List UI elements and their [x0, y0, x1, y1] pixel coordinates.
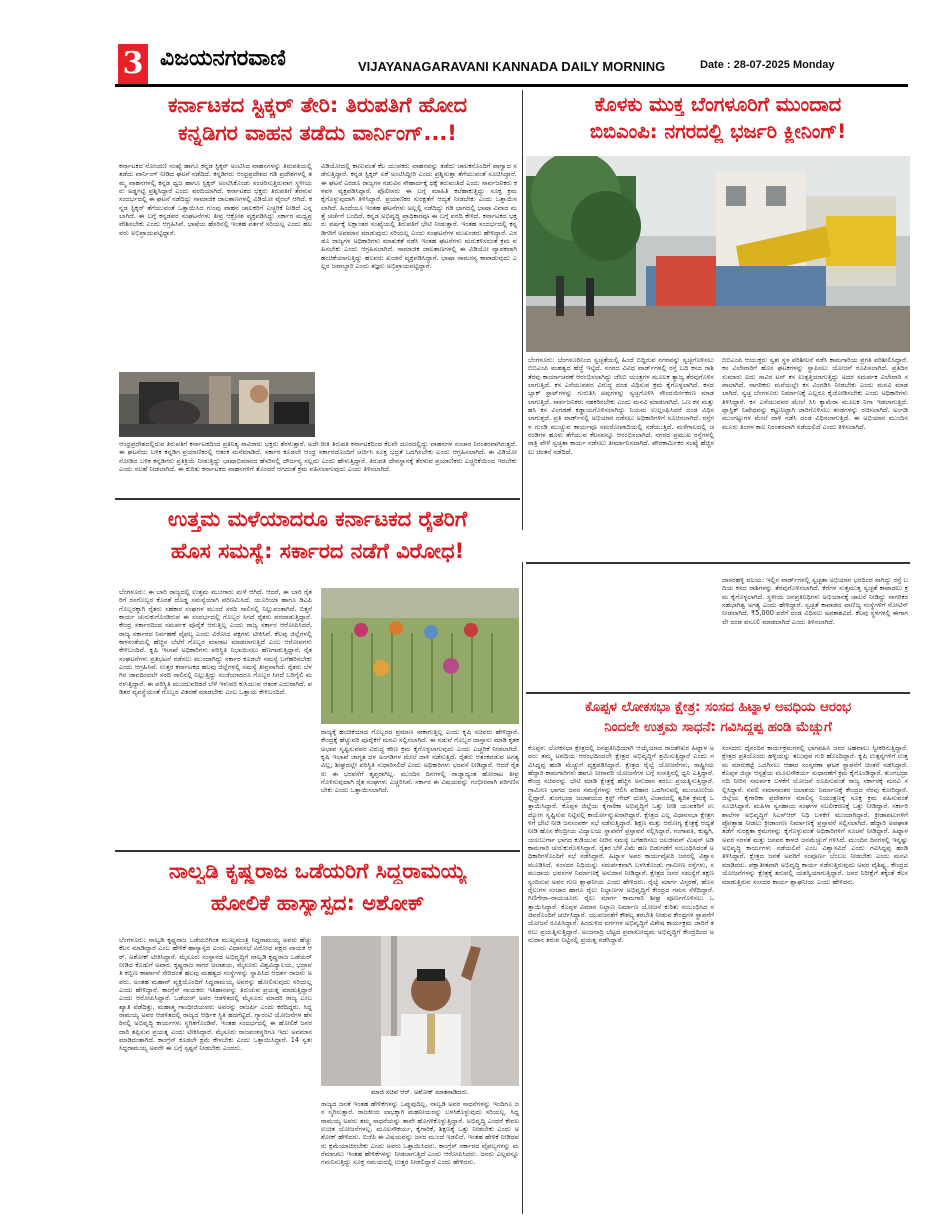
farmers-headline-2: ಹೊಸ ಸಮಸ್ಯೆ: ಸರ್ಕಾರದ ನಡೆಗೆ ವಿರೋಧ! — [170, 540, 465, 563]
koppal-body-col-1: ಕೊಪ್ಪಳ: ಲೋಕಸಭಾ ಕ್ಷೇತ್ರದಲ್ಲಿ ಜನಪ್ರತಿನಿಧಿಯಾಗಿ ಆಯ್ಕೆಯಾದ ರಾಜಶೇಖರ ಹಿಟ್ನಾಳ ಅವರು ತಮ್ಮ ಅವಧಿಯ ಆರಂಭದಿಂದಲೇ ಕ್ಷೇತ್ರದ ಅಭಿವೃದ್ಧಿಗೆ ಶ್ರಮಿಸುತ್ತಿದ್ದಾರೆ ಎಂದು ಗವಿಸಿದ್ದಪ್ಪ ಹಂಡಿ ಮೆಚ್ಚುಗೆ ವ್ಯಕ್ತಪಡಿಸಿದ್ದಾರೆ. ಕ್ಷೇತ್ರದ ರೈಲ್ವೆ ಯೋಜನೆಗಳು, ರಾಷ್ಟ್ರೀಯ ಹೆದ್ದಾರಿ ಕಾಮಗಾರಿಗಳು ಹಾಗೂ ನೀರಾವರಿ ಯೋಜನೆಗಳ ಬಗ್ಗೆ ಸಂಸತ್ತಿನಲ್ಲಿ ಧ್ವನಿ ಎತ್ತಿದ್ದಾರೆ. ಕೇಂದ್ರ ಸಚಿವರನ್ನು ಭೇಟಿ ಮಾಡಿ ಕ್ಷೇತ್ರಕ್ಕೆ ಹೆಚ್ಚಿನ ಅನುದಾನ ತರಲು ಪ್ರಯತ್ನಿಸುತ್ತಿದ್ದಾರೆ. ಗ್ರಾಮೀಣ ಭಾಗದ ಜನರ ಸಮಸ್ಯೆಗಳನ್ನು ಆಲಿಸಿ ಪರಿಹಾರ ಒದಗಿಸುವಲ್ಲಿ ಮುಂಚೂಣಿಯಲ್ಲಿದ್ದಾರೆ. ತುಂಗಭದ್ರಾ ಜಲಾಶಯದ ಕ್ರಸ್ಟ್ ಗೇಟ್ ದುರಸ್ತಿ ವಿಚಾರದಲ್ಲಿ ತ್ವರಿತ ಕ್ರಮಕ್ಕೆ ಒತ್ತಾಯಿಸಿದ್ದಾರೆ. ಕೊಪ್ಪಳ ಜಿಲ್ಲೆಯ ಕೈಗಾರಿಕಾ ಅಭಿವೃದ್ಧಿಗೆ ಒತ್ತು ನೀಡಿ ಯುವಕರಿಗೆ ಉದ್ಯೋಗ ಸೃಷ್ಟಿಸುವ ನಿಟ್ಟಿನಲ್ಲಿ ಕಾರ್ಯೋನ್ಮುಖರಾಗಿದ್ದಾರೆ. ಕ್ಷೇತ್ರದ ಎಲ್ಲ ವಿಧಾನಸಭಾ ಕ್ಷೇತ್ರಗಳಿಗೆ ಭೇಟಿ ನೀಡಿ ಜನಸಂಪರ್ಕ ಸಭೆ ನಡೆಸುತ್ತಿದ್ದಾರೆ. ಶಿಕ್ಷಣ ಮತ್ತು ಆರೋಗ್ಯ ಕ್ಷೇತ್ರಕ್ಕೆ ಆದ್ಯತೆ ನೀಡಿ ಹೊಸ ಕೇಂದ್ರೀಯ ವಿದ್ಯಾಲಯ ಸ್ಥಾಪನೆಗೆ ಪ್ರಸ್ತಾವನೆ ಸಲ್ಲಿಸಿದ್ದಾರೆ. ಗಂಗಾವತಿ, ಕುಷ್ಟಗಿ, ಯಲಬುರ್ಗಾ ಭಾಗದ ಕುಡಿಯುವ ನೀರಿನ ಸಮಸ್ಯೆ ಬಗೆಹರಿಸಲು ಜಲಜೀವನ್ ಮಿಷನ್ ಅಡಿ ಕಾಮಗಾರಿ ಚುರುಕುಗೊಳಿಸಿದ್ದಾರೆ. ರೈತರ ಬೆಳೆ ವಿಮೆ ಹಣ ಬಿಡುಗಡೆಗೆ ಸಂಬಂಧಿಸಿದಂತೆ ಅಧಿಕಾರಿಗಳೊಂದಿಗೆ ಸಭೆ ನಡೆಸಿದ್ದಾರೆ. ಹಿಟ್ನಾಳ ಅವರ ಕಾರ್ಯವೈಖರಿ ಜನರಲ್ಲಿ ವಿಶ್ವಾಸ ಮೂಡಿಸಿದೆ. ಸಂಸದರ ನಿಧಿಯನ್ನು ಸಮರ್ಪಕವಾಗಿ ಬಳಸಿಕೊಂಡು ಗ್ರಾಮೀಣ ರಸ್ತೆಗಳು, ಸಮುದಾಯ ಭವನಗಳ ನಿರ್ಮಾಣಕ್ಕೆ ಅನುದಾನ ನೀಡಿದ್ದಾರೆ. ಕ್ಷೇತ್ರದ ಜನರ ಸಮಸ್ಯೆಗೆ ತಕ್ಷಣ ಸ್ಪಂದಿಸುವ ಅವರ ಗುಣ ಶ್ಲಾಘನೀಯ ಎಂದು ಹೇಳಿದರು. ರೈಲ್ವೆ ಮಾರ್ಗ ವಿಸ್ತರಣೆ, ಹೊಸ ರೈಲುಗಳ ಸಂಚಾರ ಹಾಗೂ ರೈಲು ನಿಲ್ದಾಣಗಳ ಅಭಿವೃದ್ಧಿಗೆ ಕೇಂದ್ರದ ಗಮನ ಸೆಳೆದಿದ್ದಾರೆ. ಗಿಣಿಗೇರಾ–ರಾಯಚೂರು ರೈಲು ಮಾರ್ಗ ಕಾಮಗಾರಿ ಶೀಘ್ರ ಪೂರ್ಣಗೊಳಿಸಲು ಒತ್ತಾಯಿಸಿದ್ದಾರೆ. ಕೊಪ್ಪಳ ವಿಮಾನ ನಿಲ್ದಾಣ ನಿರ್ಮಾಣ ಯೋಜನೆ ಕುರಿತು ಸಂಬಂಧಿಸಿದ ಸಚಿವರೊಂದಿಗೆ ಚರ್ಚಿಸಿದ್ದಾರೆ. ಯುವಜನತೆಗೆ ಕೌಶಲ್ಯ ತರಬೇತಿ ನೀಡುವ ಕೇಂದ್ರಗಳ ಸ್ಥಾಪನೆಗೆ ಯೋಜನೆ ರೂಪಿಸಿದ್ದಾರೆ. ಹಿಂದುಳಿದ ವರ್ಗಗಳ ಅಭಿವೃದ್ಧಿಗೆ ವಿಶೇಷ ಕಾರ್ಯಕ್ರಮ ಜಾರಿಗೆ ತರಲು ಪ್ರಯತ್ನಿಸುತ್ತಿದ್ದಾರೆ. ಅಂಜನಾದ್ರಿ ಬೆಟ್ಟದ ಪ್ರವಾಸೋದ್ಯಮ ಅಭಿವೃದ್ಧಿಗೆ ಕೇಂದ್ರದಿಂದ ಅನುದಾನ ತರುವ ನಿಟ್ಟಿನಲ್ಲಿ ಪ್ರಯತ್ನ ನಡೆಸಿದ್ದಾರೆ. — [528, 744, 714, 944]
koppal-body-col-2: ಸಂಸದರು ದೈನಂದಿನ ಕಾರ್ಯಕ್ರಮಗಳಲ್ಲಿ ಭಾಗವಹಿಸಿ ಜನರ ಅಹವಾಲು ಸ್ವೀಕರಿಸುತ್ತಿದ್ದಾರೆ. ಕ್ಷೇತ್ರದ ಪ್ರತಿಯೊಂದು ಹಳ್ಳಿಯನ್ನು ತಲುಪುವ ಗುರಿ ಹೊಂದಿದ್ದಾರೆ. ಕೃಷಿ ಉತ್ಪನ್ನಗಳಿಗೆ ಉತ್ತಮ ಮಾರುಕಟ್ಟೆ ಒದಗಿಸಲು ಆಹಾರ ಸಂಸ್ಕರಣಾ ಘಟಕ ಸ್ಥಾಪನೆಗೆ ಚಿಂತನೆ ನಡೆಸಿದ್ದಾರೆ. ಕೊಪ್ಪಳ ಜಿಲ್ಲಾ ಆಸ್ಪತ್ರೆಯ ಮೂಲಸೌಕರ್ಯ ಸುಧಾರಣೆಗೆ ಕ್ರಮ ಕೈಗೊಂಡಿದ್ದಾರೆ. ತುಂಗಭದ್ರಾ ನದಿ ನೀರಿನ ಸಮರ್ಪಕ ಬಳಕೆಗೆ ಯೋಜನೆ ರೂಪಿಸುವಂತೆ ರಾಜ್ಯ ಸರ್ಕಾರಕ್ಕೆ ಮನವಿ ಸಲ್ಲಿಸಿದ್ದಾರೆ. ನವಲಿ ಸಮಾನಾಂತರ ಜಲಾಶಯ ನಿರ್ಮಾಣಕ್ಕೆ ಕೇಂದ್ರದ ನೆರವು ಕೋರಿದ್ದಾರೆ. ಜಿಲ್ಲೆಯ ಕೈಗಾರಿಕಾ ಪ್ರದೇಶಗಳ ಮಾಲಿನ್ಯ ನಿಯಂತ್ರಣಕ್ಕೆ ಸೂಕ್ತ ಕ್ರಮ ವಹಿಸುವಂತೆ ಸೂಚಿಸಿದ್ದಾರೆ. ಮಹಿಳಾ ಸ್ವಸಹಾಯ ಸಂಘಗಳ ಸಬಲೀಕರಣಕ್ಕೆ ಒತ್ತು ನೀಡಿದ್ದಾರೆ. ಸರ್ಕಾರಿ ಶಾಲೆಗಳ ಅಭಿವೃದ್ಧಿಗೆ ಸಿಎಸ್‌ಆರ್ ನಿಧಿ ಬಳಕೆಗೆ ಮುಂದಾಗಿದ್ದಾರೆ. ಕ್ರೀಡಾಪಟುಗಳಿಗೆ ಪ್ರೋತ್ಸಾಹ ನೀಡಲು ಕ್ರೀಡಾಂಗಣ ನಿರ್ಮಾಣಕ್ಕೆ ಪ್ರಸ್ತಾವನೆ ಸಲ್ಲಿಸಲಾಗಿದೆ. ಹೆದ್ದಾರಿ ಅಪಘಾತ ತಡೆಗೆ ಸುರಕ್ಷತಾ ಕ್ರಮಗಳನ್ನು ಕೈಗೊಳ್ಳುವಂತೆ ಅಧಿಕಾರಿಗಳಿಗೆ ಸೂಚನೆ ನೀಡಿದ್ದಾರೆ. ಹಿಟ್ನಾಳ ಅವರ ಸರಳತೆ ಮತ್ತು ಜನಪರ ಕಾಳಜಿ ಜನಮೆಚ್ಚುಗೆ ಗಳಿಸಿದೆ. ಮುಂದಿನ ದಿನಗಳಲ್ಲಿ ಇನ್ನಷ್ಟು ಅಭಿವೃದ್ಧಿ ಕಾರ್ಯಗಳು ನಡೆಯಲಿವೆ ಎಂಬ ವಿಶ್ವಾಸವಿದೆ ಎಂದು ಗವಿಸಿದ್ದಪ್ಪ ಹಂಡಿ ತಿಳಿಸಿದ್ದಾರೆ. ಕ್ಷೇತ್ರದ ಜನತೆ ಅವರಿಗೆ ಸಂಪೂರ್ಣ ಬೆಂಬಲ ನೀಡಬೇಕು ಎಂದು ಮನವಿ ಮಾಡಿದರು. ಪಕ್ಷಾತೀತವಾಗಿ ಅಭಿವೃದ್ಧಿ ಕಾರ್ಯ ನಡೆಸುತ್ತಿರುವುದು ಅವರ ವೈಶಿಷ್ಟ್ಯ. ಕೇಂದ್ರದ ಯೋಜನೆಗಳನ್ನು ಕ್ಷೇತ್ರಕ್ಕೆ ತರುವಲ್ಲಿ ಯಶಸ್ವಿಯಾಗುತ್ತಿದ್ದಾರೆ. ಜನರ ನಿರೀಕ್ಷೆಗೆ ತಕ್ಕಂತೆ ಕೆಲಸ ಮಾಡುತ್ತಿರುವ ಸಂಸದರ ಕಾರ್ಯ ಶ್ಲಾಘನೀಯ ಎಂದು ಹೇಳಿದರು. — [722, 744, 908, 886]
koppal-headline-1: ಕೊಪ್ಪಳ ಲೋಕಸಭಾ ಕ್ಷೇತ್ರ: ಸಂಸದ ಹಿಟ್ನಾಳ ಅವಧಿಯ ಆರಂಭ — [584, 700, 852, 715]
siddaramaiah-body-col-1: ಬೆಂಗಳೂರು: ನಾಲ್ವಡಿ ಕೃಷ್ಣರಾಜ ಒಡೆಯರಿಗಿಂತ ಮುಖ್ಯಮಂತ್ರಿ ಸಿದ್ದರಾಮಯ್ಯ ಅವರು ಹೆಚ್ಚು ಕೆಲಸ ಮಾಡಿದ್ದಾರೆ ಎಂಬ ಹೇಳಿಕೆ ಹಾಸ್ಯಾಸ್ಪದ ಎಂದು ವಿಧಾನಸಭೆ ವಿರೋಧ ಪಕ್ಷದ ನಾಯಕ ಆರ್. ಅಶೋಕ್ ಟೀಕಿಸಿದ್ದಾರೆ. ಮೈಸೂರು ಸಂಸ್ಥಾನದ ಅಭಿವೃದ್ಧಿಗೆ ನಾಲ್ವಡಿ ಕೃಷ್ಣರಾಜ ಒಡೆಯರ್ ನೀಡಿದ ಕೊಡುಗೆ ಅಪಾರ. ಕೃಷ್ಣರಾಜ ಸಾಗರ ಜಲಾಶಯ, ಮೈಸೂರು ವಿಶ್ವವಿದ್ಯಾಲಯ, ಭದ್ರಾವತಿ ಕಬ್ಬಿಣ ಕಾರ್ಖಾನೆ ಸೇರಿದಂತೆ ಹಲವು ಮಹತ್ವದ ಸಂಸ್ಥೆಗಳನ್ನು ಸ್ಥಾಪಿಸಿದ ಆದರ್ಶ ರಾಜರು ಅವರು. ಅಂತಹ ಮಹಾನ್ ವ್ಯಕ್ತಿಯೊಂದಿಗೆ ಸಿದ್ದರಾಮಯ್ಯ ಅವರನ್ನು ಹೋಲಿಸುವುದು ಸರಿಯಲ್ಲ ಎಂದು ಹೇಳಿದ್ದಾರೆ. ಕಾಂಗ್ರೆಸ್ ನಾಯಕರು ಇತಿಹಾಸವನ್ನು ತಿರುಚುವ ಪ್ರಯತ್ನ ಮಾಡುತ್ತಿದ್ದಾರೆ ಎಂದು ಆರೋಪಿಸಿದ್ದಾರೆ. ಒಡೆಯರ್ ಅವರ ಆಡಳಿತದಲ್ಲಿ ಮೈಸೂರು ಮಾದರಿ ರಾಜ್ಯ ಎಂಬ ಖ್ಯಾತಿ ಪಡೆದಿತ್ತು. ಮಹಾತ್ಮ ಗಾಂಧೀಜಿಯವರು ಅವರನ್ನು ರಾಜರ್ಷಿ ಎಂದು ಕರೆದಿದ್ದರು. ಸಿದ್ದರಾಮಯ್ಯ ಅವರ ಆಡಳಿತದಲ್ಲಿ ರಾಜ್ಯದ ಆರ್ಥಿಕ ಸ್ಥಿತಿ ಹದಗೆಟ್ಟಿದೆ. ಗ್ಯಾರಂಟಿ ಯೋಜನೆಗಳ ಹೆಸರಿನಲ್ಲಿ ಅಭಿವೃದ್ಧಿ ಕಾರ್ಯಗಳು ಸ್ಥಗಿತಗೊಂಡಿವೆ. ಇಂತಹ ಸಂದರ್ಭದಲ್ಲಿ ಈ ಹೋಲಿಕೆ ಜನರ ದಾರಿ ತಪ್ಪಿಸುವ ಪ್ರಯತ್ನ ಎಂದು ಟೀಕಿಸಿದ್ದಾರೆ. ಮೈಸೂರು ರಾಜವಂಶಸ್ಥರಿಗೂ ಇದು ಅವಮಾನ ಮಾಡಿದಂತಾಗಿದೆ. ಕಾಂಗ್ರೆಸ್ ಕೂಡಲೇ ಕ್ಷಮೆ ಕೇಳಬೇಕು ಎಂದು ಒತ್ತಾಯಿಸಿದ್ದಾರೆ. 14 ಸ್ವತಃ ಸಿದ್ದರಾಮಯ್ಯ ಅವರೇ ಈ ಬಗ್ಗೆ ಸ್ಪಷ್ಟನೆ ನೀಡಬೇಕು ಎಂದರು. — [119, 936, 312, 1053]
issue-date: Date : 28-07-2025 Monday — [700, 59, 835, 71]
ashok-photo — [321, 936, 519, 1086]
koppal-article — [526, 694, 910, 1214]
farmers-body-col-1: ಬೆಂಗಳೂರು: ಈ ಬಾರಿ ರಾಜ್ಯದಲ್ಲಿ ಉತ್ತಮ ಮುಂಗಾರು ಮಳೆ ಆಗಿದೆ. ಆದರೆ, ಈ ಬಾರಿ ರೈತರಿಗೆ ರಸಗೊಬ್ಬರ ಕೊರತೆ ದೊಡ್ಡ ಸಮಸ್ಯೆಯಾಗಿ ಪರಿಣಮಿಸಿದೆ. ಯೂರಿಯಾ ಹಾಗೂ ಡಿಎಪಿ ಗೊಬ್ಬರಕ್ಕಾಗಿ ರೈತರು ಸಹಕಾರ ಸಂಘಗಳ ಮುಂದೆ ಸರದಿ ಸಾಲಿನಲ್ಲಿ ನಿಲ್ಲುವಂತಾಗಿದೆ. ಬಿತ್ತನೆ ಕಾರ್ಯ ಚುರುಕುಗೊಂಡಿರುವ ಈ ಸಂದರ್ಭದಲ್ಲಿ ಗೊಬ್ಬರ ಸಿಗದೆ ರೈತರು ಪರದಾಡುತ್ತಿದ್ದಾರೆ. ಕೇಂದ್ರ ಸರ್ಕಾರದಿಂದ ಸಮರ್ಪಕ ಪೂರೈಕೆ ಆಗುತ್ತಿಲ್ಲ ಎಂದು ರಾಜ್ಯ ಸರ್ಕಾರ ಆರೋಪಿಸಿದರೆ, ರಾಜ್ಯ ಸರ್ಕಾರದ ನಿರ್ವಹಣೆ ವೈಫಲ್ಯ ಎಂದು ವಿರೋಧ ಪಕ್ಷಗಳು ಟೀಕಿಸಿವೆ. ಕೆಲವು ಜಿಲ್ಲೆಗಳಲ್ಲಿ ಕಾಳಸಂತೆಯಲ್ಲಿ ಹೆಚ್ಚಿನ ಬೆಲೆಗೆ ಗೊಬ್ಬರ ಮಾರಾಟ ಮಾಡಲಾಗುತ್ತಿದೆ ಎಂಬ ಆರೋಪಗಳು ಕೇಳಿಬಂದಿವೆ. ಕೃಷಿ ಇಲಾಖೆ ಅಧಿಕಾರಿಗಳು ಪರಿಸ್ಥಿತಿ ನಿಭಾಯಿಸಲು ಹೆಣಗಾಡುತ್ತಿದ್ದಾರೆ. ರೈತ ಸಂಘಟನೆಗಳು ಪ್ರತಿಭಟನೆ ನಡೆಸಲು ಮುಂದಾಗಿದ್ದು ಸರ್ಕಾರ ಕೂಡಲೇ ಸಮಸ್ಯೆ ಬಗೆಹರಿಸಬೇಕು ಎಂದು ಆಗ್ರಹಿಸಿವೆ. ಉತ್ತರ ಕರ್ನಾಟಕದ ಹಲವು ಜಿಲ್ಲೆಗಳಲ್ಲಿ ಸಮಸ್ಯೆ ತೀವ್ರವಾಗಿದೆ. ರೈತರು ಬೆಳಗಿನ ಜಾವದಿಂದಲೇ ಸರದಿ ಸಾಲಿನಲ್ಲಿ ನಿಲ್ಲುತ್ತಿದ್ದು ಸಂಜೆಯಾದರೂ ಗೊಬ್ಬರ ಸಿಗದೆ ಬರಿಗೈಲಿ ಮರಳುತ್ತಿದ್ದಾರೆ. ಈ ಪರಿಸ್ಥಿತಿ ಮುಂದುವರಿದರೆ ಬೆಳೆ ಇಳುವರಿ ಕುಸಿಯುವ ಆತಂಕ ಎದುರಾಗಿದೆ. ಪಡಿತರ ವ್ಯವಸ್ಥೆಯಂತೆ ಗೊಬ್ಬರ ವಿತರಣೆ ಮಾಡಬೇಕು ಎಂಬ ಒತ್ತಾಯ ಕೇಳಿಬಂದಿದೆ. — [119, 588, 312, 697]
sticker-body-col-3: ಆಂಧ್ರಪ್ರದೇಶದಲ್ಲಿರುವ ತಿರುಪತಿಗೆ ಕರ್ನಾಟಕದಿಂದ ಪ್ರತಿನಿತ್ಯ ಸಾವಿರಾರು ಭಕ್ತರು ತೆರಳುತ್ತಾರೆ. ಅದೇ ರೀತಿ ತಿರುಪತಿ ಕರ್ನಾಟಕದಿಂದ ಕೆಲವೇ ದೂರದಲ್ಲಿದ್ದು ವಾಹನಗಳ ಸಂಚಾರ ನಿರಂತರವಾಗಿರುತ್ತದೆ. ಈ ಘಟನೆಯ ಬಳಿಕ ಕನ್ನಡಿಗ ಪ್ರಯಾಣಿಕರಲ್ಲಿ ಆತಂಕ ಮನೆಮಾಡಿದೆ. ಸರ್ಕಾರ ಕೂಡಲೇ ಆಂಧ್ರ ಸರ್ಕಾರದೊಂದಿಗೆ ಚರ್ಚಿಸಿ ಸೂಕ್ತ ಭದ್ರತೆ ಒದಗಿಸಬೇಕು ಎಂದು ಆಗ್ರಹಿಸಲಾಗಿದೆ. ಈ ವಿಡಿಯೋ ನೋಡಿದ ಬಳಿಕ ಕನ್ನಡಿಗರು ಪ್ರತಿಕ್ರಿಯೆ ನೀಡುತ್ತಿದ್ದು ಭಾಷಾಭಿಮಾನದ ಹೆಸರಿನಲ್ಲಿ ದೌರ್ಜನ್ಯ ಸಲ್ಲದು ಎಂದು ಹೇಳುತ್ತಿದ್ದಾರೆ. ತಿರುಪತಿ ದೇವಸ್ಥಾನಕ್ಕೆ ತೆರಳುವ ಪ್ರಯಾಣಿಕರು ಎಚ್ಚರಿಕೆಯಿಂದ ಇರಬೇಕು ಎಂದು ಸಲಹೆ ನೀಡಲಾಗಿದೆ. ಈ ಕುರಿತು ಕರ್ನಾಟಕದ ವಾಹನಗಳಿಗೆ ತೊಂದರೆ ಆಗದಂತೆ ಕ್ರಮ ವಹಿಸಲಾಗುವುದು ಎಂದು ತಿಳಿಸಲಾಗಿದೆ. — [119, 440, 517, 474]
farmers-body-col-2: ರಾಜ್ಯಕ್ಕೆ ಹಂಚಿಕೆಯಾದ ಗೊಬ್ಬರದ ಪ್ರಮಾಣ ಸಾಕಾಗುತ್ತಿಲ್ಲ ಎಂದು ಕೃಷಿ ಸಚಿವರು ಹೇಳಿದ್ದಾರೆ. ಕೇಂದ್ರಕ್ಕೆ ಹೆಚ್ಚುವರಿ ಪೂರೈಕೆಗೆ ಮನವಿ ಸಲ್ಲಿಸಲಾಗಿದೆ. ಈ ನಡುವೆ ಗೊಬ್ಬರ ದಾಸ್ತಾನು ಮಾಡಿ ಕೃತಕ ಅಭಾವ ಸೃಷ್ಟಿಸುವವರ ವಿರುದ್ಧ ಕಠಿಣ ಕ್ರಮ ಕೈಗೊಳ್ಳಲಾಗುವುದು ಎಂದು ಎಚ್ಚರಿಕೆ ನೀಡಲಾಗಿದೆ. ಕೃಷಿ ಇಲಾಖೆ ಜಾಗೃತ ದಳ ಅಂಗಡಿಗಳ ಮೇಲೆ ದಾಳಿ ನಡೆಸುತ್ತಿದೆ. ರೈತರು ಆತಂಕಪಡುವ ಅಗತ್ಯವಿಲ್ಲ, ಶೀಘ್ರದಲ್ಲೇ ಪರಿಸ್ಥಿತಿ ಸುಧಾರಿಸಲಿದೆ ಎಂದು ಅಧಿಕಾರಿಗಳು ಭರವಸೆ ನೀಡಿದ್ದಾರೆ. ಆದರೆ ರೈತರು ಈ ಭರವಸೆಗೆ ತೃಪ್ತರಾಗಿಲ್ಲ. ಮುಂದಿನ ದಿನಗಳಲ್ಲಿ ರಾಜ್ಯಾದ್ಯಂತ ಹೋರಾಟ ತೀವ್ರಗೊಳಿಸುವುದಾಗಿ ರೈತ ಸಂಘಗಳು ಎಚ್ಚರಿಸಿವೆ. ಸರ್ಕಾರ ಈ ವಿಷಯವನ್ನು ಗಂಭೀರವಾಗಿ ಪರಿಗಣಿಸಬೇಕು ಎಂದು ಒತ್ತಾಯಿಸಲಾಗಿದೆ. — [321, 728, 519, 795]
paper-name-english — [358, 59, 665, 74]
sticker-headline-2: ಕನ್ನಡಿಗರ ವಾಹನ ತಡೆದು ವಾರ್ನಿಂಗ್...! — [178, 122, 457, 145]
farmers-headline-1: ಉತ್ತಮ ಮಳೆಯಾದರೂ ಕರ್ನಾಟಕದ ರೈತರಿಗೆ — [167, 508, 468, 531]
farmers-photo — [321, 588, 519, 724]
page-number: 3 — [118, 44, 148, 84]
masthead-rule — [115, 84, 908, 87]
bbmp-body-col-3: ದಾಸರಹಳ್ಳಿ ವಲಯ: ಇಲ್ಲಿನ ವಾರ್ಡ್‌ಗಳಲ್ಲಿ ಸ್ವಚ್ಛತಾ ಅಭಿಯಾನ ಭರದಿಂದ ಸಾಗಿದ್ದು ರಸ್ತೆ ಬದಿಯ ಕಸದ ರಾಶಿಗಳನ್ನು ತೆರವುಗೊಳಿಸಲಾಗಿದೆ. ಕೆರೆಗಳ ಸುತ್ತಮುತ್ತ ಸ್ವಚ್ಛತೆ ಕಾಪಾಡಲು ಕ್ರಮ ಕೈಗೊಳ್ಳಲಾಗಿದೆ. ಸ್ಥಳೀಯ ಜನಪ್ರತಿನಿಧಿಗಳು ಅಭಿಯಾನಕ್ಕೆ ಚಾಲನೆ ನೀಡಿದ್ದು ನಾಗರಿಕರ ಸಹಭಾಗಿತ್ವ ಅಗತ್ಯ ಎಂದು ಹೇಳಿದ್ದಾರೆ. ಸ್ವಚ್ಛತೆ ಕಾಪಾಡದ ವಾಣಿಜ್ಯ ಸಂಸ್ಥೆಗಳಿಗೆ ನೋಟಿಸ್ ನೀಡಲಾಗಿದೆ. ₹5,000 ವರೆಗೆ ದಂಡ ವಿಧಿಸಲು ಅವಕಾಶವಿದೆ. ಕೆಲವು ಸ್ಥಳಗಳಲ್ಲಿ ಈಗಾಗಲೇ ದಂಡ ವಸೂಲಿ ಮಾಡಲಾಗಿದೆ ಎಂದು ತಿಳಿಸಲಾಗಿದೆ. — [722, 576, 908, 626]
bbmp-headline-1: ಕೊಳಕು ಮುಕ್ತ ಬೆಂಗಳೂರಿಗೆ ಮುಂದಾದ — [594, 94, 842, 116]
sticker-headline-1: ಕರ್ನಾಟಕದ ಸ್ಟಿಕ್ಕರ್ ತೇರಿ: ತಿರುಪತಿಗೆ ಹೋದ — [167, 94, 468, 117]
sticker-article — [115, 90, 520, 488]
sticker-body-col-1: ಕರ್ನಾಟಕದ ನೋಂದಣಿ ಸಂಖ್ಯೆ ಹಾಗೂ ಕನ್ನಡ ಸ್ಟಿಕ್ಕರ್ ಅಂಟಿಸಿದ ವಾಹನಗಳನ್ನು ತಿರುಪತಿಯಲ್ಲಿ ತಡೆದು ವಾರ್ನಿಂಗ್ ನೀಡಿದ ಘಟನೆ ನಡೆದಿದೆ. ಕನ್ನಡಿಗರು ಆಂಧ್ರಪ್ರದೇಶದ ಗಡಿ ಪ್ರದೇಶಗಳಲ್ಲಿ ತಮ್ಮ ವಾಹನಗಳಲ್ಲಿ ಕನ್ನಡ ಧ್ವಜ ಹಾಗೂ ಸ್ಟಿಕ್ಕರ್ ಅಂಟಿಸಿಕೊಂಡು ಸಂಚರಿಸುತ್ತಿರುವಾಗ ಸ್ಥಳೀಯರು ಅಡ್ಡಗಟ್ಟಿ ಪ್ರಶ್ನಿಸಿದ್ದಾರೆ ಎಂದು ವರದಿಯಾಗಿದೆ. ಕರ್ನಾಟಕದ ಭಕ್ತರು ತಿರುಪತಿಗೆ ತೆರಳುವ ಸಂದರ್ಭದಲ್ಲಿ ಈ ಘಟನೆ ನಡೆದಿದ್ದು ಸಾಮಾಜಿಕ ಜಾಲತಾಣಗಳಲ್ಲಿ ವಿಡಿಯೋ ವೈರಲ್ ಆಗಿದೆ. ಕನ್ನಡ ಸ್ಟಿಕ್ಕರ್ ತೆಗೆಯುವಂತೆ ಒತ್ತಾಯಿಸಿದ ಗುಂಪು ವಾಹನ ಚಾಲಕರಿಗೆ ಎಚ್ಚರಿಕೆ ನೀಡಿದೆ ಎನ್ನಲಾಗಿದೆ. ಈ ಬಗ್ಗೆ ಕನ್ನಡಪರ ಸಂಘಟನೆಗಳು ತೀವ್ರ ಆಕ್ರೋಶ ವ್ಯಕ್ತಪಡಿಸಿದ್ದು ಸರ್ಕಾರ ಮಧ್ಯಪ್ರವೇಶಿಸಬೇಕು ಎಂದು ಆಗ್ರಹಿಸಿವೆ. ಭಾಷೆಯ ಹೆಸರಿನಲ್ಲಿ ಇಂತಹ ವರ್ತನೆ ಸರಿಯಲ್ಲ ಎಂದು ಹಲವರು ಅಭಿಪ್ರಾಯಪಟ್ಟಿದ್ದಾರೆ. — [119, 162, 312, 237]
bbmp-article — [526, 90, 910, 560]
row-rule-1 — [115, 498, 520, 500]
siddaramaiah-article — [115, 852, 520, 1214]
column-rule-1 — [522, 90, 523, 530]
column-rule-2 — [522, 562, 523, 1214]
bbmp-photo — [526, 156, 910, 352]
paper-name-kannada: ವಿಜಯನಗರವಾಣಿ — [160, 46, 286, 71]
siddaramaiah-body-col-2: ರಾಜ್ಯದ ಜನತೆ ಇಂತಹ ಹೇಳಿಕೆಗಳನ್ನು ಒಪ್ಪುವುದಿಲ್ಲ. ನಾಲ್ವಡಿ ಅವರ ಸಾಧನೆಗಳನ್ನು ಇಂದಿಗೂ ಜನ ಸ್ಮರಿಸುತ್ತಾರೆ. ರಾಜಕೀಯ ಲಾಭಕ್ಕಾಗಿ ಮಹನೀಯರನ್ನು ಬಳಸಿಕೊಳ್ಳುವುದು ಸರಿಯಲ್ಲ. ಸಿದ್ದರಾಮಯ್ಯ ಅವರು ತಮ್ಮ ಸಾಧನೆಯನ್ನು ತಾವೇ ಹೊಗಳಿಕೊಳ್ಳುತ್ತಿದ್ದಾರೆ. ಅಭಿವೃದ್ಧಿ ಎಂದರೆ ಕೇವಲ ಉಚಿತ ಯೋಜನೆಗಳಲ್ಲ. ಮೂಲಸೌಕರ್ಯ, ಕೈಗಾರಿಕೆ, ಶಿಕ್ಷಣಕ್ಕೆ ಒತ್ತು ನೀಡಬೇಕು ಎಂದು ಅಶೋಕ್ ಹೇಳಿದರು. ಬಿಜೆಪಿ ಈ ವಿಷಯವನ್ನು ಜನರ ಮುಂದೆ ಇಡಲಿದೆ. ಇಂತಹ ಹೇಳಿಕೆ ನೀಡಿದವರು ಕ್ಷಮೆಯಾಚಿಸಬೇಕು ಎಂದು ಅವರು ಒತ್ತಾಯಿಸಿದರು. ಕಾಂಗ್ರೆಸ್ ಸರ್ಕಾರದ ವೈಫಲ್ಯಗಳನ್ನು ಮರೆಮಾಚಲು ಇಂತಹ ಹೇಳಿಕೆಗಳನ್ನು ನೀಡಲಾಗುತ್ತಿದೆ ಎಂದು ಆರೋಪಿಸಿದರು. ಜನರು ಎಲ್ಲವನ್ನೂ ಗಮನಿಸುತ್ತಿದ್ದು ಸೂಕ್ತ ಸಮಯದಲ್ಲಿ ಉತ್ತರ ನೀಡಲಿದ್ದಾರೆ ಎಂದು ಹೇಳಿದರು. — [321, 1100, 519, 1167]
paper-tagline: KANNADA DAILY MORNING — [492, 59, 666, 74]
bbmp-headline-2: ಬಿಬಿಎಂಪಿ: ನಗರದಲ್ಲಿ ಭರ್ಜರಿ ಕ್ಲೀನಿಂಗ್! — [589, 121, 847, 143]
koppal-top-rule — [526, 692, 910, 694]
siddaramaiah-headline-1: ನಾಲ್ವಡಿ ಕೃಷ್ಣರಾಜ ಒಡೆಯರಿಗೆ ಸಿದ್ದರಾಮಯ್ಯ — [168, 860, 467, 883]
bbmp-body-col-2: ಬಿಬಿಎಂಪಿ ಆಯುಕ್ತರು ಸ್ವತಃ ಸ್ಥಳ ಪರಿಶೀಲನೆ ನಡೆಸಿ ಕಾಮಗಾರಿಯ ಪ್ರಗತಿ ಪರಿಶೀಲಿಸಿದ್ದಾರೆ. ಕಸ ವಿಲೇವಾರಿಗೆ ಹೊಸ ಘಟಕಗಳನ್ನು ಸ್ಥಾಪಿಸಲು ಯೋಜನೆ ರೂಪಿಸಲಾಗಿದೆ. ಪ್ರತಿದಿನ ಸುಮಾರು ಐದು ಸಾವಿರ ಟನ್ ಕಸ ಉತ್ಪತ್ತಿಯಾಗುತ್ತಿದ್ದು ಅದರ ಸಮರ್ಪಕ ವಿಲೇವಾರಿ ಸವಾಲಾಗಿದೆ. ನಾಗರಿಕರು ಮನೆಯಲ್ಲೇ ಕಸ ವಿಂಗಡಿಸಿ ನೀಡಬೇಕು ಎಂದು ಮನವಿ ಮಾಡಲಾಗಿದೆ. ಸ್ವಚ್ಛ ಬೆಂಗಳೂರು ನಿರ್ಮಾಣಕ್ಕೆ ಎಲ್ಲರೂ ಕೈಜೋಡಿಸಬೇಕು ಎಂದು ಅಧಿಕಾರಿಗಳು ತಿಳಿಸಿದ್ದಾರೆ. ಕಸ ಎಸೆಯುವವರ ಮೇಲೆ ಸಿಸಿ ಕ್ಯಾಮೆರಾ ಮೂಲಕ ನಿಗಾ ಇಡಲಾಗುತ್ತಿದೆ. ಪ್ಲಾಸ್ಟಿಕ್ ನಿಷೇಧವನ್ನು ಕಟ್ಟುನಿಟ್ಟಾಗಿ ಜಾರಿಗೊಳಿಸಲು ತಂಡಗಳನ್ನು ರಚಿಸಲಾಗಿದೆ. ಅಂಗಡಿ ಮುಂಗಟ್ಟುಗಳ ಮೇಲೆ ದಾಳಿ ನಡೆಸಿ ದಂಡ ವಿಧಿಸಲಾಗುತ್ತಿದೆ. ಈ ಅಭಿಯಾನ ಮುಂದಿನ ಮೂರು ತಿಂಗಳ ಕಾಲ ನಿರಂತರವಾಗಿ ನಡೆಯಲಿದೆ ಎಂದು ತಿಳಿಸಲಾಗಿದೆ. — [722, 356, 908, 431]
bbmp-body-col-1: ಬೆಂಗಳೂರು: ಬೆಂಗಳೂರಿನಿಂದ ಸ್ವಚ್ಛತೆಯಲ್ಲಿ ಹಿಂದೆ ಬಿದ್ದಿರುವ ನಗರವನ್ನು ಸ್ವಚ್ಛಗೊಳಿಸಲು ಬಿಬಿಎಂಪಿ ಮಹತ್ವದ ಹೆಜ್ಜೆ ಇಟ್ಟಿದೆ. ನಗರದ ವಿವಿಧ ವಾರ್ಡ್‌ಗಳಲ್ಲಿ ರಸ್ತೆ ಬದಿ ಕಸದ ರಾಶಿ ತೆರವು ಕಾರ್ಯಾಚರಣೆ ಆರಂಭಿಸಲಾಗಿದ್ದು ಜೆಸಿಬಿ ಯಂತ್ರಗಳ ಮೂಲಕ ತ್ಯಾಜ್ಯ ತೆರವುಗೊಳಿಸಲಾಗುತ್ತಿದೆ. ಕಸ ಎಸೆಯುವವರ ವಿರುದ್ಧ ದಂಡ ವಿಧಿಸುವ ಕ್ರಮ ಕೈಗೊಳ್ಳಲಾಗಿದೆ. ಕಸದ ಬ್ಲಾಕ್ ಸ್ಪಾಟ್‌ಗಳನ್ನು ಗುರುತಿಸಿ ಅವುಗಳನ್ನು ಸ್ವಚ್ಛಗೊಳಿಸಿ ಸೌಂದರ್ಯೀಕರಣ ಮಾಡಲಾಗುತ್ತಿದೆ. ಸಾರ್ವಜನಿಕರು ಸಹಕರಿಸಬೇಕು ಎಂದು ಮನವಿ ಮಾಡಲಾಗಿದೆ. ಒಣ ಕಸ ಮತ್ತು ಹಸಿ ಕಸ ವಿಂಗಡಣೆ ಕಡ್ಡಾಯಗೊಳಿಸಲಾಗಿದ್ದು ನಿಯಮ ಉಲ್ಲಂಘಿಸಿದರೆ ದಂಡ ವಿಧಿಸಲಾಗುತ್ತದೆ. ಪ್ರತಿ ವಾರ್ಡ್‌ನಲ್ಲಿ ಅಭಿಯಾನ ನಡೆಸಲು ಅಧಿಕಾರಿಗಳಿಗೆ ಸೂಚಿಸಲಾಗಿದೆ. ರಸ್ತೆಗಳ ಗುಂಡಿ ಮುಚ್ಚುವ ಕಾರ್ಯವೂ ಸಮರೋಪಾದಿಯಲ್ಲಿ ನಡೆಯುತ್ತಿದೆ. ಮಳೆಗಾಲದಲ್ಲಿ ಚರಂಡಿಗಳ ಹೂಳು ತೆಗೆಯುವ ಕೆಲಸವನ್ನೂ ಆರಂಭಿಸಲಾಗಿದೆ. ನಗರದ ಪ್ರಮುಖ ರಸ್ತೆಗಳಲ್ಲಿ ರಾತ್ರಿ ವೇಳೆ ಸ್ವಚ್ಛತಾ ಕಾರ್ಯ ನಡೆಸಲು ತೀರ್ಮಾನಿಸಲಾಗಿದೆ. ಪೌರಕಾರ್ಮಿಕರ ಸಂಖ್ಯೆ ಹೆಚ್ಚಿಸಲು ಚಿಂತನೆ ನಡೆದಿದೆ. — [528, 356, 714, 456]
siddaramaiah-headline-2: ಹೋಲಿಕೆ ಹಾಸ್ಯಾಸ್ಪದ: ಅಶೋಕ್ — [210, 892, 425, 915]
sticker-photo — [119, 372, 315, 437]
sticker-body-col-2: ವಿಡಿಯೋದಲ್ಲಿ ಕಾಣುವಂತೆ ಕೆಲ ಯುವಕರು ವಾಹನವನ್ನು ತಡೆದು ಚಾಲಕನೊಂದಿಗೆ ವಾಗ್ವಾದ ನಡೆಸುತ್ತಿದ್ದಾರೆ. ಕನ್ನಡ ಸ್ಟಿಕ್ಕರ್ ಏಕೆ ಅಂಟಿಸಿದ್ದೀರಿ ಎಂದು ಪ್ರಶ್ನಿಸುತ್ತಾ ತೆಗೆಯುವಂತೆ ಸೂಚಿಸಿದ್ದಾರೆ. ಈ ಘಟನೆ ಎರಡೂ ರಾಜ್ಯಗಳ ನಡುವಿನ ಸೌಹಾರ್ದಕ್ಕೆ ಧಕ್ಕೆ ತರುವಂತಿದೆ ಎಂದು ಸಾರ್ವಜನಿಕರು ಕಳವಳ ವ್ಯಕ್ತಪಡಿಸಿದ್ದಾರೆ. ಪೊಲೀಸರು ಈ ಬಗ್ಗೆ ಮಾಹಿತಿ ಕಲೆಹಾಕುತ್ತಿದ್ದು ಸೂಕ್ತ ಕ್ರಮ ಕೈಗೊಳ್ಳುವುದಾಗಿ ತಿಳಿಸಿದ್ದಾರೆ. ಪ್ರಯಾಣಿಕರ ಸುರಕ್ಷತೆಗೆ ಆದ್ಯತೆ ನೀಡಬೇಕು ಎಂದು ಒತ್ತಾಯಿಸಲಾಗಿದೆ. ಹಿಂದೆಯೂ ಇಂತಹ ಘಟನೆಗಳು ಅಲ್ಲಲ್ಲಿ ನಡೆದಿದ್ದು ಗಡಿ ಭಾಗದಲ್ಲಿ ಭಾಷಾ ವಿವಾದ ಮತ್ತೆ ಚರ್ಚೆಗೆ ಬಂದಿದೆ. ಕನ್ನಡ ಅಭಿವೃದ್ಧಿ ಪ್ರಾಧಿಕಾರವೂ ಈ ಬಗ್ಗೆ ವರದಿ ಕೇಳಿದೆ. ಕರ್ನಾಟಕದ ಭಕ್ತರು ವರ್ಷಕ್ಕೆ ಲಕ್ಷಾಂತರ ಸಂಖ್ಯೆಯಲ್ಲಿ ತಿರುಪತಿಗೆ ಭೇಟಿ ನೀಡುತ್ತಾರೆ. ಇಂತಹ ಸಂದರ್ಭದಲ್ಲಿ ಕನ್ನಡಿಗರಿಗೆ ಅಪಮಾನ ಮಾಡುವುದು ಸರಿಯಲ್ಲ ಎಂದು ಸಂಘಟನೆಗಳ ಮುಖಂಡರು ಹೇಳಿದ್ದಾರೆ. ಎರಡೂ ರಾಜ್ಯಗಳ ಅಧಿಕಾರಿಗಳು ಮಾತುಕತೆ ನಡೆಸಿ ಇಂತಹ ಘಟನೆಗಳು ಮರುಕಳಿಸದಂತೆ ಕ್ರಮ ವಹಿಸಬೇಕು ಎಂದು ಆಗ್ರಹಿಸಲಾಗಿದೆ. ಸಾಮಾಜಿಕ ಜಾಲತಾಣಗಳಲ್ಲಿ ಈ ವಿಡಿಯೋ ವ್ಯಾಪಕವಾಗಿ ಹಂಚಿಕೆಯಾಗುತ್ತಿದ್ದು ಹಲವರು ಖಂಡನೆ ವ್ಯಕ್ತಪಡಿಸಿದ್ದಾರೆ. ಭಾಷಾ ಸಾಮರಸ್ಯ ಕಾಪಾಡುವುದು ಎಲ್ಲರ ಜವಾಬ್ದಾರಿ ಎಂದು ತಜ್ಞರು ಅಭಿಪ್ರಾಯಪಟ್ಟಿದ್ದಾರೆ. — [321, 162, 517, 271]
ashok-photo-caption: ಮಾಜಿ ಸಚಿವ ಆರ್. ಅಶೋಕ್ ಮಾತನಾಡಿದರು. — [371, 1088, 469, 1096]
paper-name-en-text: VIJAYANAGARAVANI — [358, 59, 489, 74]
row-rule-2 — [526, 562, 910, 564]
farmers-article — [115, 502, 520, 847]
koppal-headline-2: ನಿಂದಲೇ ಉತ್ತಮ ಸಾಧನೆ: ಗವಿಸಿದ್ದಪ್ಪ ಹಂಡಿ ಮೆಚ್ಚುಗೆ — [604, 720, 832, 735]
